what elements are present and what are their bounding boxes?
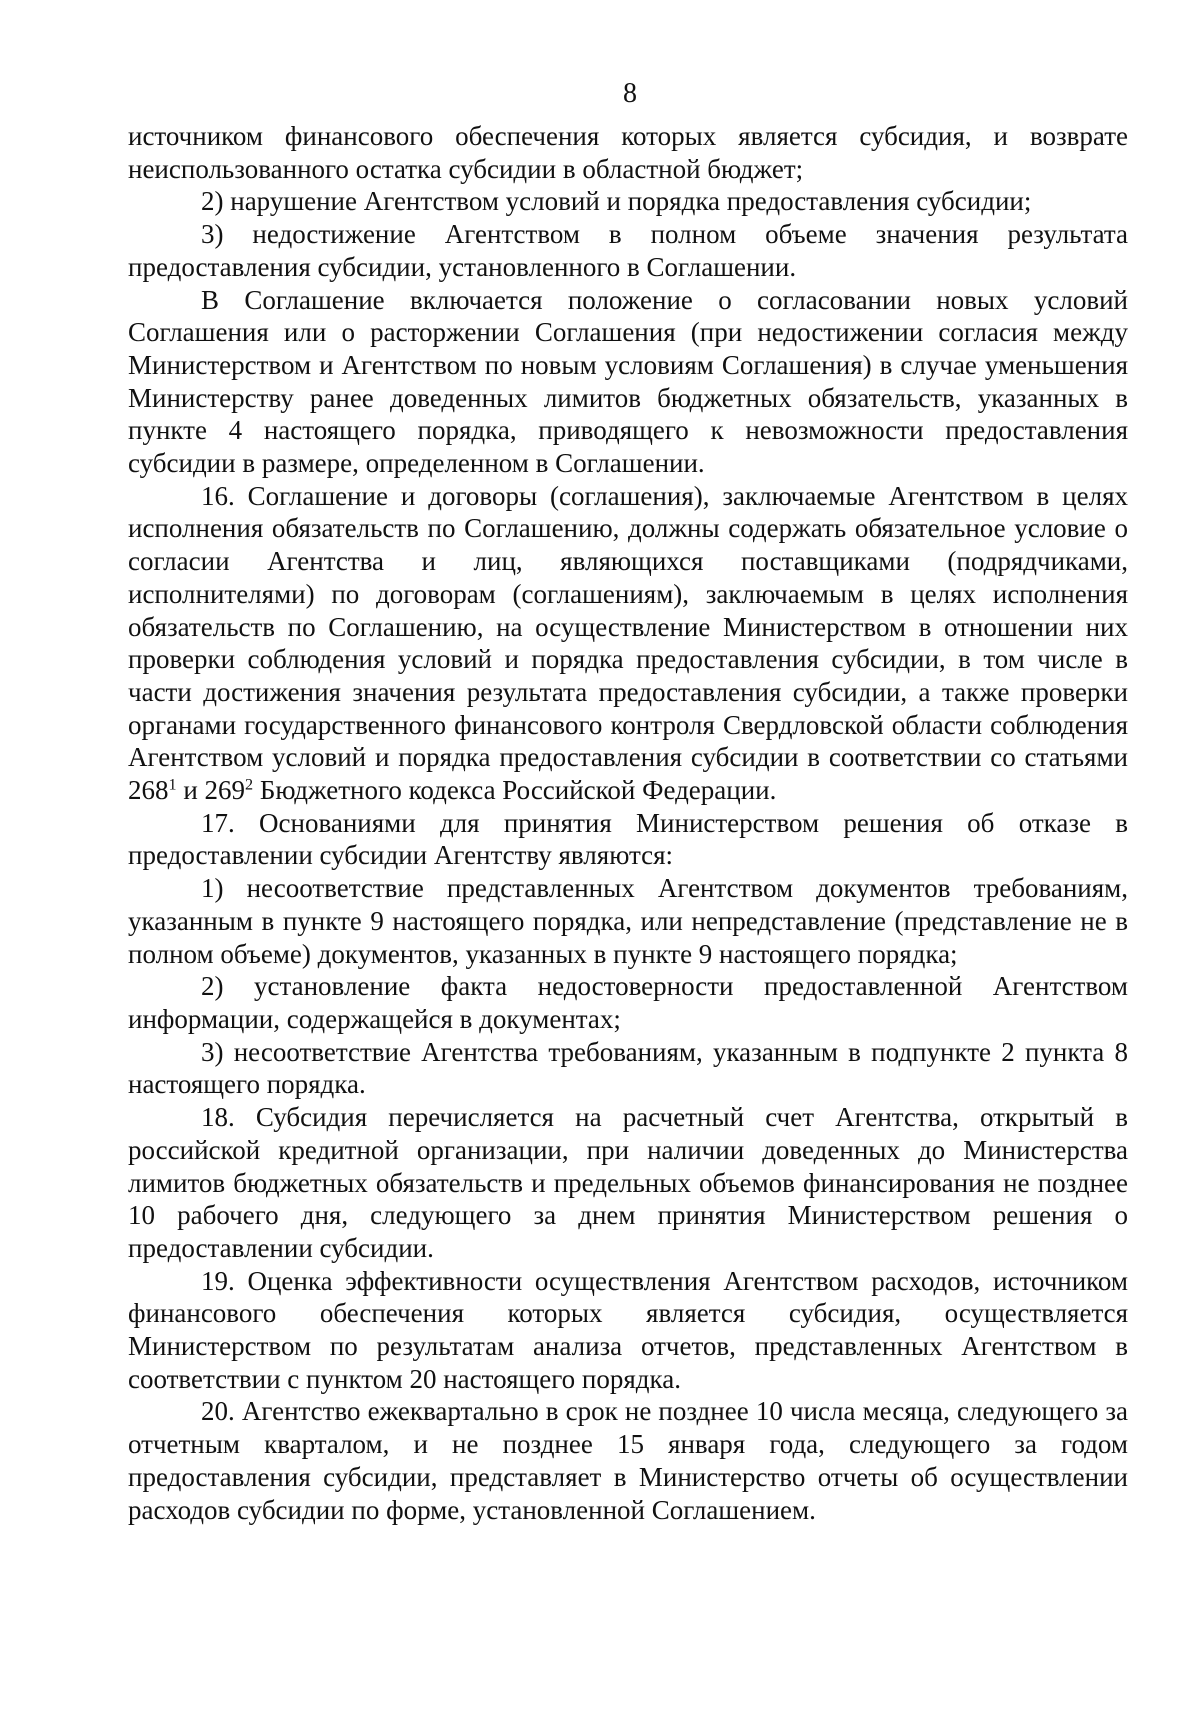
paragraph-18: 18. Субсидия перечисляется на расчетный счет Агентства, открытый в российской кредитной организации, при наличии доведенных до Министерства лимитов бюджетных обязательств и предельных объемов финансирования не позднее 10 рабочего дня, следующего за днем принятия Министерством решения о предоставлении субсидии. [128, 1102, 1128, 1263]
paragraph-19: 19. Оценка эффективности осуществления Агентством расходов, источником финансового обеспечения которых является субсидия, осуществляется Министерством по результатам анализа отчетов, представленных Агентством в соответствии с пунктом 20 настоящего порядка. [128, 1265, 1128, 1394]
paragraph-16-tail: Бюджетного кодекса Российской Федерации. [259, 775, 777, 806]
paragraph-17-item-3: 3) несоответствие Агентства требованиям, указанным в подпункте 2 пункта 8 настоящего порядка. [128, 1036, 1128, 1100]
paragraph-17-item-2: 2) установление факта недостоверности предоставленной Агентством информации, содержащейся в документах; [128, 971, 1128, 1034]
paragraph-17: 17. Основаниями для принятия Министерством решения об отказе в предоставлении субсидии Агентству являются: [128, 807, 1128, 871]
paragraph-item-2-violation: 2) нарушение Агентством условий и порядка предоставления субсидии; [201, 186, 1032, 217]
paragraph-16-text: 16. Соглашение и договоры (соглашения), заключаемые Агентством в целях исполнения обязательств по Соглашению, должны содержать обязательное условие о согласии Агентства и лиц, являющихся поставщиками (подрядчиками, исполнителями) по договорам (соглашениям), заключаемым в целях исполнения обязательств по Соглашению, на осуществление Министерством в отношении них проверки соблюдения условий и порядка предоставления субсидии, в том числе в части достижения значения результата предоставления субсидии, а также проверки органами государственного финансового контроля Свердловской области соблюдения Агентством условий и порядка предоставления субсидии в соответствии со статьями [128, 480, 1128, 773]
paragraph-item-3-result: 3) недостижение Агентством в полном объеме значения результата предоставления субсидии, установленного в Соглашении. [128, 219, 1128, 282]
conjunction: и [183, 775, 198, 806]
article-ref-268: $268^1$ [128, 775, 177, 806]
paragraph-16 [128, 480, 1128, 807]
paragraph-17-item-1: 1) несоответствие представленных Агентством документов требованиям, указанным в пункте 9 настоящего порядка, или непредставление (представление не в полном объеме) документов, указанных в пункте 9 настоящего порядка; [128, 873, 1128, 969]
paragraph-continuation: источником финансового обеспечения которых является субсидия, и возврате неиспользованного остатка субсидии в областной бюджет; [128, 121, 1128, 184]
document-body [128, 120, 1128, 1526]
paragraph-20: 20. Агентство ежеквартально в срок не позднее 10 числа месяца, следующего за отчетным кварталом, и не позднее 15 января года, следующего за годом предоставления субсидии, представляет в Министерство отчеты об осуществлении расходов субсидии по форме, установленной Соглашением. [128, 1396, 1128, 1525]
paragraph-agreement-conditions: В Соглашение включается положение о согласовании новых условий Соглашения или о расторжении Соглашения (при недостижении согласия между Министерством и Агентством по новым условиям Соглашения) в случае уменьшения Министерству ранее доведенных лимитов бюджетных обязательств, указанных в пункте 4 настоящего порядка, приводящего к невозможности предоставления субсидии в размере, определенном в Соглашении. [128, 284, 1128, 479]
page-number: 8 [623, 78, 637, 109]
article-ref-269: $269^2$ [204, 775, 254, 806]
